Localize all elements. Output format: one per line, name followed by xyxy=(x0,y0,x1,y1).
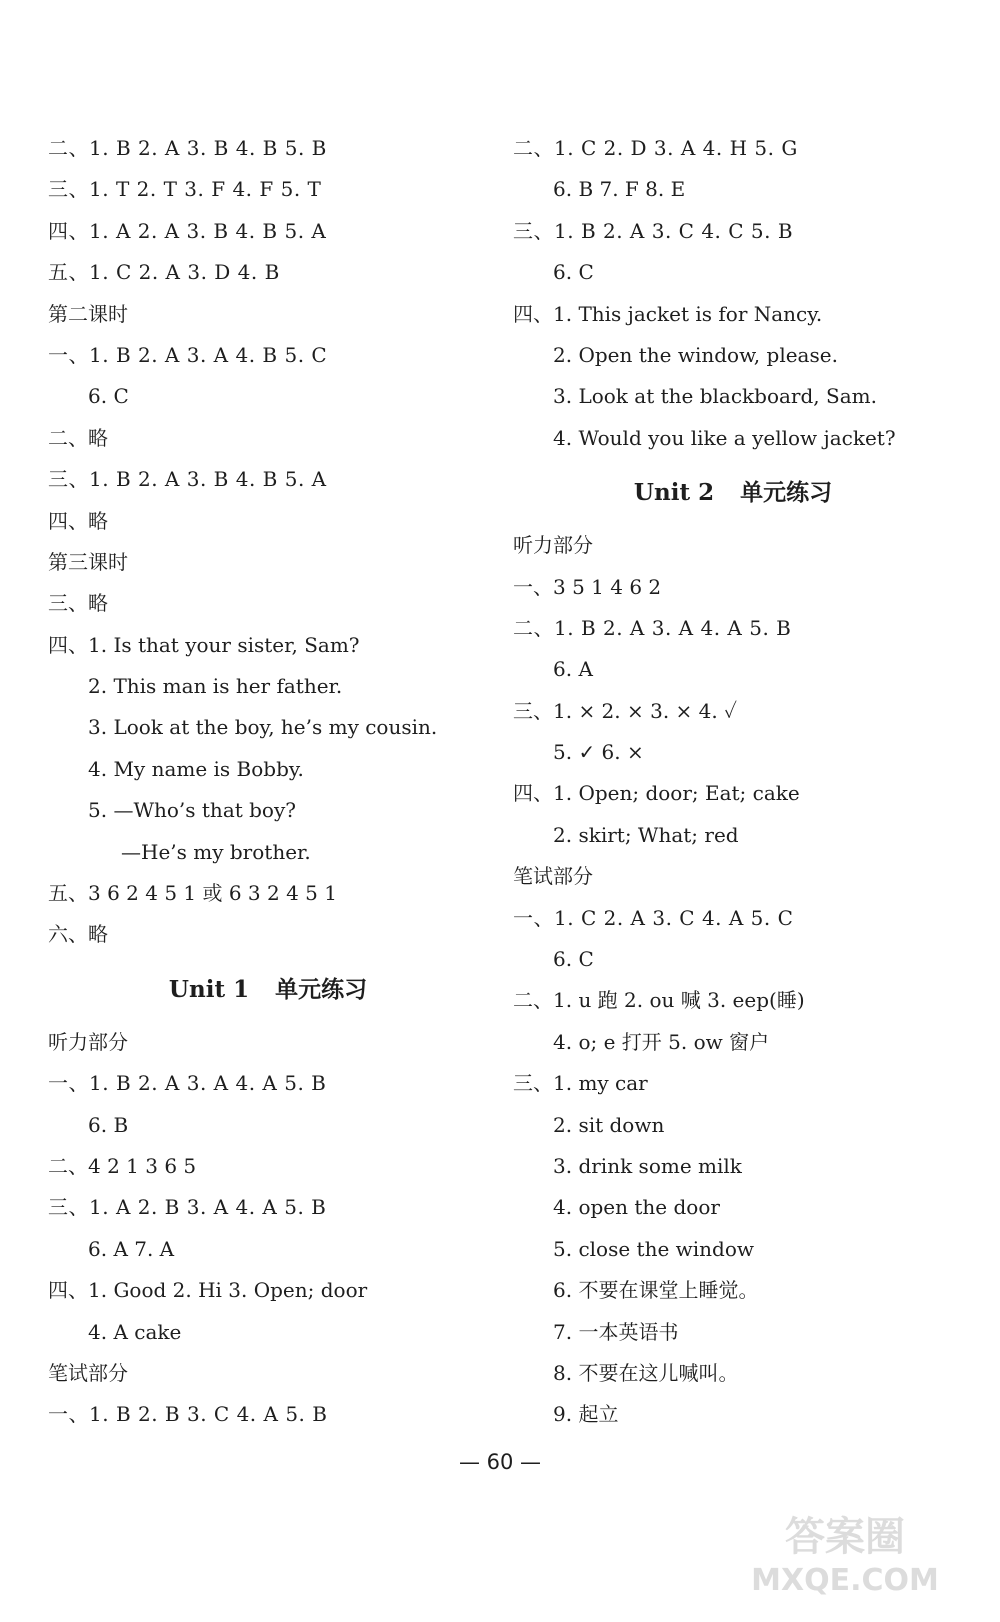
answer-line: 3. Look at the boy, he’s my cousin. xyxy=(88,715,438,740)
section-heading: 听力部分 xyxy=(513,533,593,558)
section-heading: 第二课时 xyxy=(48,301,128,326)
left-column xyxy=(48,128,488,1436)
answer-line: 四、1. This jacket is for Nancy. xyxy=(513,301,823,326)
answer-line: 四、略 xyxy=(48,508,108,533)
section-heading: 第三课时 xyxy=(48,549,128,574)
section-heading: 笔试部分 xyxy=(513,864,593,889)
answer-line: 8. 不要在这儿喊叫。 xyxy=(553,1360,739,1385)
answer-line: 2. Open the window, please. xyxy=(553,342,838,367)
page-number: — 60 — xyxy=(458,1450,542,1474)
answer-line: 5. ✓ 6. × xyxy=(553,740,644,765)
unit-heading: 单元练习 xyxy=(275,975,368,1003)
section-heading: 听力部分 xyxy=(48,1029,128,1054)
answer-line: 6. B 7. F 8. E xyxy=(553,177,686,202)
answer-line: 五、3 6 2 4 5 1 或 6 3 2 4 5 1 xyxy=(48,881,337,906)
answer-line: 6. A xyxy=(553,657,593,682)
answer-line: 一、1. C 2. A 3. C 4. A 5. C xyxy=(513,905,794,930)
unit-number: Unit 1 xyxy=(168,975,250,1003)
answer-line: 6. B xyxy=(88,1112,129,1137)
answer-line: 三、1. my car xyxy=(513,1071,648,1096)
answer-line: 3. Look at the blackboard, Sam. xyxy=(553,384,877,409)
unit-number: Unit 2 xyxy=(633,479,715,507)
answer-line: 3. drink some milk xyxy=(553,1153,742,1178)
answer-line: 6. C xyxy=(88,384,129,409)
answer-line: 4. A cake xyxy=(88,1319,182,1344)
answer-line: 四、1. Is that your sister, Sam? xyxy=(48,632,360,657)
answer-line: 五、1. C 2. A 3. D 4. B xyxy=(48,260,280,285)
watermark-bottom: MXQE.COM xyxy=(751,1563,939,1598)
answer-line: 二、1. C 2. D 3. A 4. H 5. G xyxy=(513,136,798,160)
unit-heading: 单元练习 xyxy=(740,479,833,507)
answer-line: 三、1. B 2. A 3. C 4. C 5. B xyxy=(513,218,794,243)
answer-line: 4. o; e 打开 5. ow 窗户 xyxy=(553,1029,770,1054)
answer-line: 2. skirt; What; red xyxy=(553,822,739,847)
answer-line: 7. 一本英语书 xyxy=(553,1319,679,1344)
answer-line: 6. A 7. A xyxy=(88,1236,175,1261)
answer-line: 二、4 2 1 3 6 5 xyxy=(48,1153,197,1178)
answer-line: 4. My name is Bobby. xyxy=(88,756,304,781)
answer-line: 三、1. A 2. B 3. A 4. A 5. B xyxy=(48,1195,327,1220)
unit-title xyxy=(513,463,953,523)
answer-line: 6. C xyxy=(553,260,594,285)
answer-line: 2. This man is her father. xyxy=(88,674,343,699)
answer-line: 一、3 5 1 4 6 2 xyxy=(513,574,662,599)
answer-line: 四、1. Open; door; Eat; cake xyxy=(513,781,800,806)
answer-line: 5. close the window xyxy=(553,1236,755,1261)
answer-line: 三、1. T 2. T 3. F 4. F 5. T xyxy=(48,177,322,202)
answer-line: —He’s my brother. xyxy=(121,839,311,864)
answer-line: 三、1. B 2. A 3. B 4. B 5. A xyxy=(48,467,327,492)
answer-line: 一、1. B 2. A 3. A 4. A 5. B xyxy=(48,1071,327,1096)
answer-line: 二、略 xyxy=(48,425,108,450)
answer-line: 4. Would you like a yellow jacket? xyxy=(553,425,896,450)
answer-line: 5. —Who’s that boy? xyxy=(88,798,296,823)
answer-line: 三、1. × 2. × 3. × 4. ✓ xyxy=(513,698,738,723)
answer-line: 6. C xyxy=(553,947,594,972)
answer-line: 2. sit down xyxy=(553,1112,665,1137)
answer-line: 四、1. A 2. A 3. B 4. B 5. A xyxy=(48,218,327,243)
answer-line: 一、1. B 2. B 3. C 4. A 5. B xyxy=(48,1402,328,1427)
answer-line: 二、1. B 2. A 3. B 4. B 5. B xyxy=(48,136,327,160)
watermark-top: 答案圈 xyxy=(785,1514,905,1560)
unit-title xyxy=(48,960,488,1020)
answer-line: 二、1. B 2. A 3. A 4. A 5. B xyxy=(513,615,792,640)
watermark-logo xyxy=(720,1498,970,1598)
section-heading: 笔试部分 xyxy=(48,1360,128,1385)
answer-line: 6. 不要在课堂上睡觉。 xyxy=(553,1278,759,1303)
answer-line: 二、1. u 跑 2. ou 喊 3. eep(睡) xyxy=(513,988,805,1013)
answer-line: 三、略 xyxy=(48,591,108,616)
answer-line: 4. open the door xyxy=(553,1195,720,1220)
right-column xyxy=(513,128,953,1436)
answer-line: 一、1. B 2. A 3. A 4. B 5. C xyxy=(48,342,328,367)
answer-line: 六、略 xyxy=(48,922,108,947)
answer-line: 9. 起立 xyxy=(553,1402,619,1427)
answer-line: 四、1. Good 2. Hi 3. Open; door xyxy=(48,1278,368,1303)
